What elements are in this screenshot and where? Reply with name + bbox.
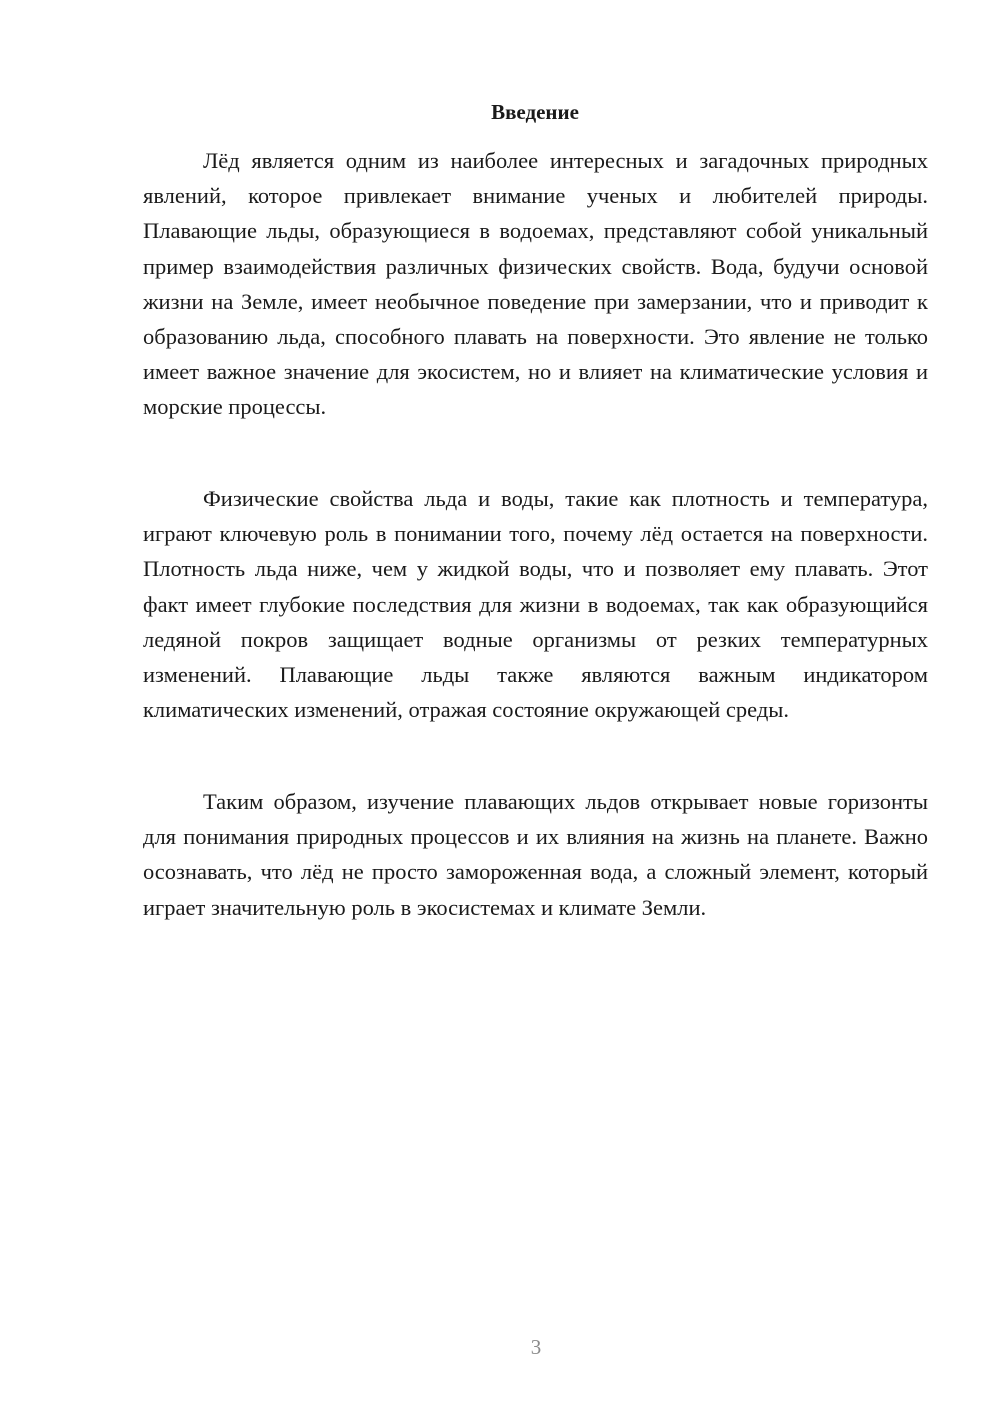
section-heading: Введение bbox=[491, 100, 579, 124]
paragraph-intro: Лёд является одним из наиболее интересных и загадочных природных явлений, которое привлекает внимание ученых и любителей природы. Плавающие льды, образующиеся в водоемах, представляют собой уникальный пример взаимодействия различных физических свойств. Вода, будучи основой жизни на Земле, имеет необычное поведение при замерзании, что и приводит к образованию льда, способного плавать на поверхности. Это явление не только имеет важное значение для экосистем, но и влияет на климатические условия и морские процессы. bbox=[143, 148, 928, 420]
page-number: 3 bbox=[530, 1335, 542, 1359]
paragraph-physical-properties: Физические свойства льда и воды, такие как плотность и температура, играют ключевую роль в понимании того, почему лёд остается на поверхности. Плотность льда ниже, чем у жидкой воды, что и позволяет ему плавать. Этот факт имеет глубокие последствия для жизни в водоемах, так как образующийся ледяной покров защищает водные организмы от резких температурных изменений. Плавающие льды также являются важным индикатором климатических изменений, отражая состояние окружающей среды. bbox=[143, 486, 928, 723]
paragraph-conclusion: Таким образом, изучение плавающих льдов открывает новые горизонты для понимания природных процессов и их влияния на жизнь на планете. Важно осознавать, что лёд не просто замороженная вода, а сложный элемент, который играет значительную роль в экосистемах и климате Земли. bbox=[143, 789, 928, 920]
